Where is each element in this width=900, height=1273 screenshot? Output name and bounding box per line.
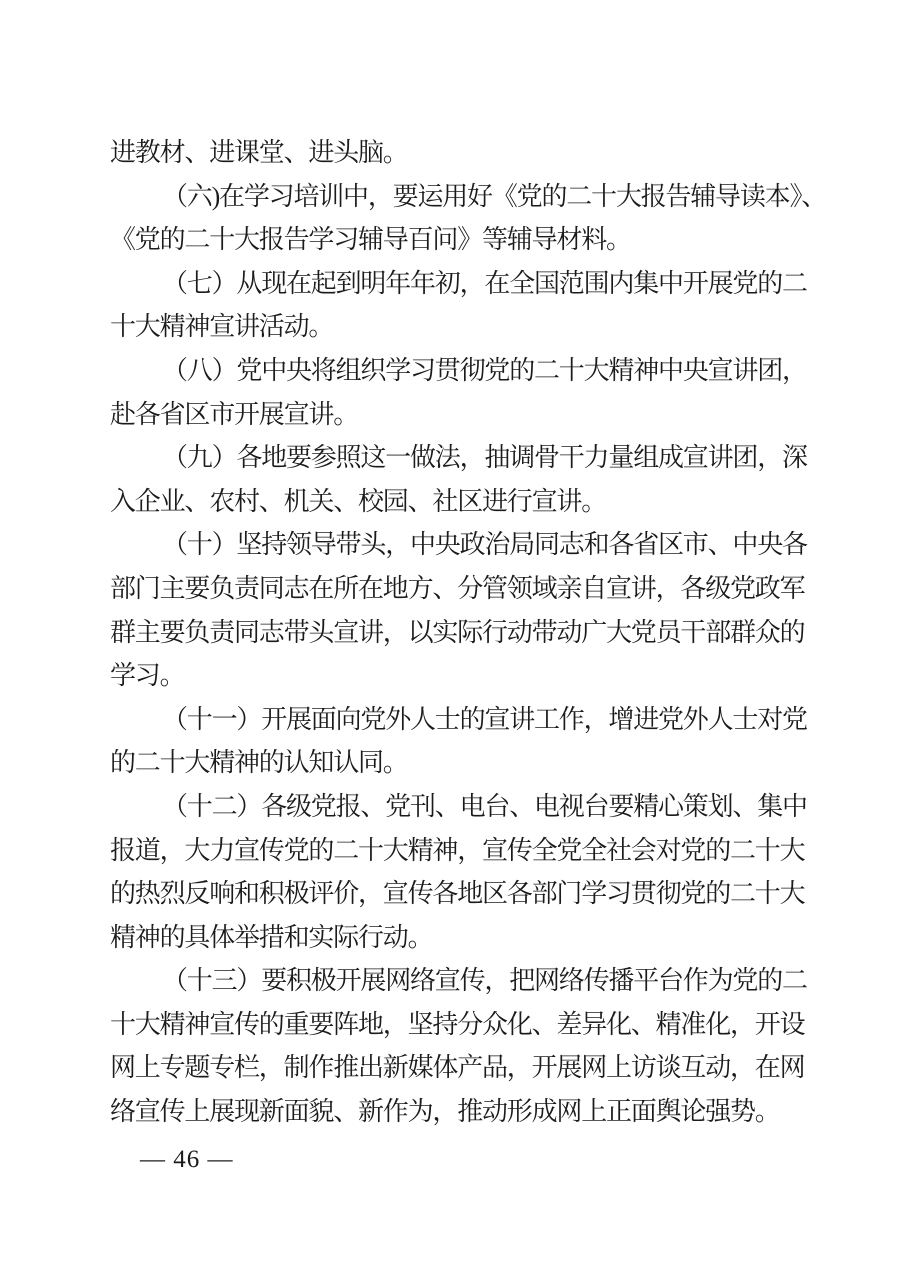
text-line: 进教材、进课堂、进头脑。 [110, 138, 408, 167]
text-line: 精神的具体举措和实际行动。 [110, 922, 433, 952]
paragraph-continuation [110, 131, 810, 175]
text-line: 十大精神宣传的重要阵地，坚持分众化、差异化、精准化，开设 [110, 1009, 805, 1039]
text-line: 的热烈反响和积极评价，宣传各地区各部门学习贯彻党的二十大 [110, 879, 805, 909]
paragraph-8 [110, 349, 810, 436]
paragraph-10 [110, 523, 810, 697]
paragraph-13 [110, 959, 810, 1133]
text-line: （七）从现在起到明年年初，在全国范围内集中开展党的二 [162, 268, 807, 298]
page-number: — 46 — [140, 1146, 234, 1173]
paragraph-9 [110, 436, 810, 523]
text-line: 群主要负责同志带头宣讲，以实际行动带动广大党员干部群众的 [110, 617, 805, 647]
text-line: 赴各省区市开展宣讲。 [110, 399, 359, 429]
text-line: （八）党中央将组织学习贯彻党的二十大精神中央宣讲团， [162, 355, 807, 385]
paragraph-6 [110, 175, 827, 262]
text-line: （十二）各级党报、党刊、电台、电视台要精心策划、集中 [162, 791, 807, 821]
text-line: 部门主要负责同志在所在地方、分管领域亲自宣讲，各级党政军 [110, 573, 805, 603]
text-line: （十）坚持领导带头，中央政治局同志和各省区市、中央各 [162, 530, 807, 560]
paragraph-11 [110, 698, 810, 785]
text-line: 报道，大力宣传党的二十大精神，宣传全党全社会对党的二十大 [110, 835, 805, 865]
text-line: 入企业、农村、机关、校园、社区进行宣讲。 [110, 486, 607, 516]
text-line: 学习。 [110, 661, 185, 691]
document-body [110, 131, 827, 1134]
text-line: （十一）开展面向党外人士的宣讲工作，增进党外人士对党 [162, 704, 807, 734]
text-line: 络宣传上展现新面貌、新作为，推动形成网上正面舆论强势。 [110, 1097, 780, 1127]
text-line: 的二十大精神的认知认同。 [110, 748, 408, 778]
text-line: （九）各地要参照这一做法，抽调骨干力量组成宣讲团，深 [162, 443, 807, 473]
text-line: （六)在学习培训中，要运用好《党的二十大报告辅导读本》、 [162, 181, 827, 211]
text-line: 网上专题专栏，制作推出新媒体产品，开展网上访谈互动，在网 [110, 1053, 805, 1083]
text-line: （十三）要积极开展网络宣传，把网络传播平台作为党的二 [162, 966, 807, 996]
text-line: 十大精神宣讲活动。 [110, 312, 334, 342]
paragraph-7 [110, 262, 810, 349]
text-line: 《党的二十大报告学习辅导百问》等辅导材料。 [110, 225, 631, 255]
paragraph-12 [110, 785, 810, 959]
